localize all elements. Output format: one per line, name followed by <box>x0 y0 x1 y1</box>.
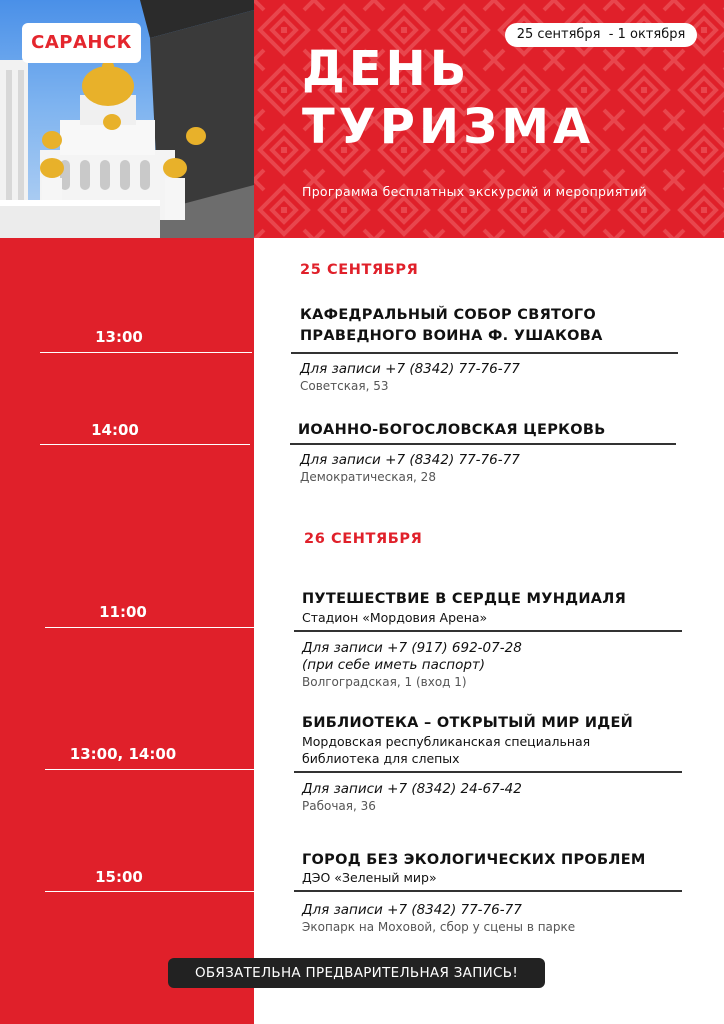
event-divider <box>291 352 678 354</box>
event-time: 15:00 <box>95 868 143 886</box>
event-phone-note: (при себе иметь паспорт) <box>302 657 486 673</box>
event-divider <box>294 771 682 773</box>
event-subtitle: ДЭО «Зеленый мир» <box>302 870 437 885</box>
event-time: 14:00 <box>91 421 139 439</box>
event-phone[interactable]: Для записи +7 (8342) 24-67-42 <box>302 781 522 797</box>
time-divider <box>40 352 252 353</box>
timeline-column <box>0 238 254 1024</box>
event-title <box>300 305 603 347</box>
page-subtitle: Программа бесплатных экскурсий и мероприятий <box>302 184 647 199</box>
event-title: ИОАННО-БОГОСЛОВСКАЯ ЦЕРКОВЬ <box>298 422 606 438</box>
event-title: ГОРОД БЕЗ ЭКОЛОГИЧЕСКИХ ПРОБЛЕМ <box>302 852 646 868</box>
time-divider <box>45 627 254 628</box>
event-divider <box>294 890 682 892</box>
event-time: 11:00 <box>99 603 147 621</box>
event-address: Волгоградская, 1 (вход 1) <box>302 675 467 689</box>
title-line-1: ДЕНЬ <box>302 41 471 97</box>
event-title: БИБЛИОТЕКА – ОТКРЫТЫЙ МИР ИДЕЙ <box>302 715 634 731</box>
title-line-2: ТУРИЗМА <box>302 99 595 155</box>
registration-notice: ОБЯЗАТЕЛЬНА ПРЕДВАРИТЕЛЬНАЯ ЗАПИСЬ! <box>168 958 545 988</box>
event-phone[interactable]: Для записи +7 (917) 692-07-28 <box>302 640 522 656</box>
event-subtitle-line: Мордовская республиканская специальная <box>302 734 591 749</box>
page-title <box>302 40 594 156</box>
event-time: 13:00 <box>95 328 143 346</box>
time-divider <box>45 769 254 770</box>
event-title-line: КАФЕДРАЛЬНЫЙ СОБОР СВЯТОГО <box>300 307 597 323</box>
event-subtitle <box>302 733 590 767</box>
event-divider <box>290 443 676 445</box>
event-title-line: ПРАВЕДНОГО ВОИНА Ф. УШАКОВА <box>300 328 603 344</box>
event-address: Советская, 53 <box>300 379 389 393</box>
event-title: ПУТЕШЕСТВИЕ В СЕРДЦЕ МУНДИАЛЯ <box>302 591 627 607</box>
event-subtitle-line: библиотека для слепых <box>302 751 460 766</box>
event-divider <box>294 630 682 632</box>
event-phone[interactable]: Для записи +7 (8342) 77-76-77 <box>300 452 520 468</box>
event-phone[interactable]: Для записи +7 (8342) 77-76-77 <box>300 361 520 377</box>
event-address: Демократическая, 28 <box>300 470 436 484</box>
event-address: Рабочая, 36 <box>302 799 376 813</box>
event-phone[interactable]: Для записи +7 (8342) 77-76-77 <box>302 902 522 918</box>
city-badge: САРАНСК <box>22 23 141 63</box>
day-2-date: 26 СЕНТЯБРЯ <box>304 531 423 547</box>
event-time: 13:00, 14:00 <box>69 745 177 763</box>
event-address: Экопарк на Моховой, сбор у сцены в парке <box>302 920 576 934</box>
date-range-badge: 25 сентября - 1 октября <box>505 23 697 47</box>
event-subtitle: Стадион «Мордовия Арена» <box>302 610 488 625</box>
time-divider <box>40 444 250 445</box>
time-divider <box>45 891 254 892</box>
day-1-date: 25 СЕНТЯБРЯ <box>300 262 419 278</box>
